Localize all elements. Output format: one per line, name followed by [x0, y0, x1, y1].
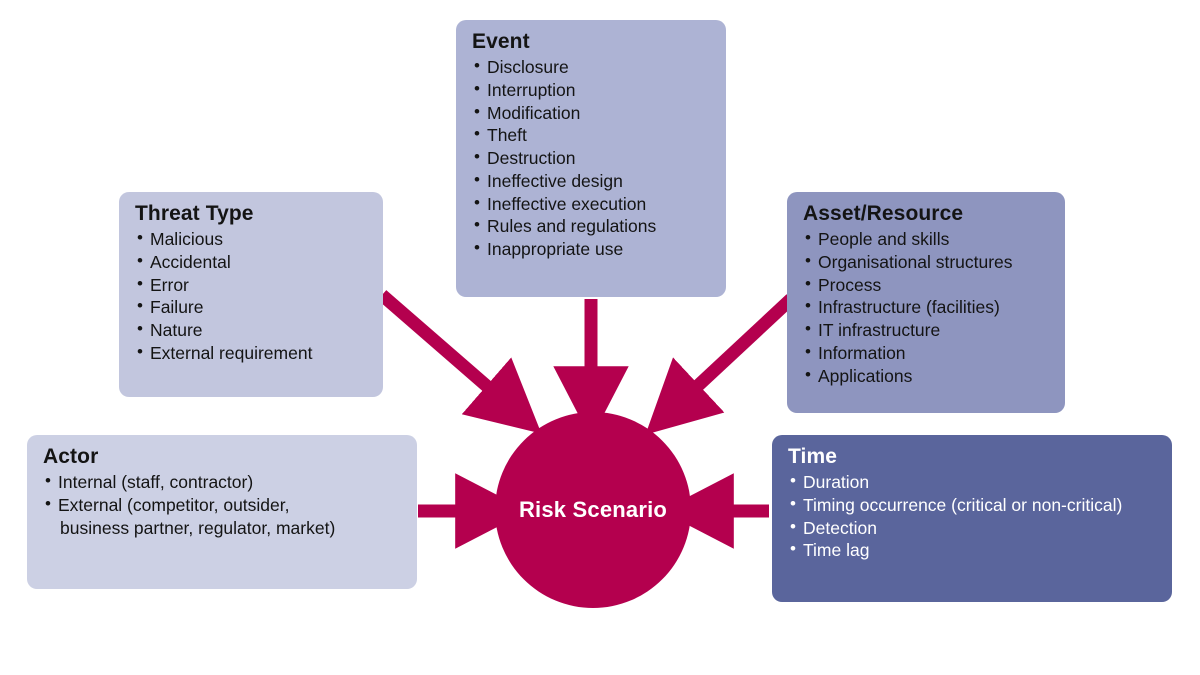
time-box-title: Time	[788, 445, 838, 468]
threat-type-box-title: Threat Type	[135, 202, 254, 225]
actor-box	[27, 435, 417, 589]
asset-resource-box	[787, 192, 1065, 413]
list-item: • Error	[135, 274, 369, 297]
list-item: • Destruction	[472, 147, 712, 170]
list-item	[43, 494, 403, 540]
actor-box-title: Actor	[43, 445, 99, 468]
risk-scenario-node	[495, 412, 691, 608]
time-box-list	[788, 471, 1158, 562]
list-item: • Modification	[472, 102, 712, 125]
asset-resource-box-list	[803, 228, 1051, 387]
list-item: • IT infrastructure	[803, 319, 1051, 342]
list-item: • People and skills	[803, 228, 1051, 251]
list-item: • Applications	[803, 365, 1051, 388]
list-item: • Process	[803, 274, 1051, 297]
time-box	[772, 435, 1172, 602]
list-item: • Detection	[788, 517, 1158, 540]
event-box-title: Event	[472, 30, 530, 53]
list-item: • Accidental	[135, 251, 369, 274]
actor-external-line2: business partner, regulator, market)	[60, 517, 336, 538]
list-item: • Ineffective execution	[472, 193, 712, 216]
arrow-threat-to-risk	[382, 295, 512, 408]
actor-external-line1: External (competitor, outsider,	[58, 494, 290, 515]
threat-type-box	[119, 192, 383, 397]
list-item: • Interruption	[472, 79, 712, 102]
list-item: • Time lag	[788, 539, 1158, 562]
list-item: • Nature	[135, 319, 369, 342]
actor-box-list	[43, 471, 403, 539]
list-item: • Malicious	[135, 228, 369, 251]
list-item: • Ineffective design	[472, 170, 712, 193]
list-item: • Disclosure	[472, 56, 712, 79]
risk-scenario-label: Risk Scenario	[518, 497, 668, 522]
list-item: • Rules and regulations	[472, 215, 712, 238]
list-item: • Internal (staff, contractor)	[43, 471, 403, 494]
asset-resource-box-title: Asset/Resource	[803, 202, 964, 225]
list-item: • Theft	[472, 124, 712, 147]
list-item: • External requirement	[135, 342, 369, 365]
list-item: • Failure	[135, 296, 369, 319]
event-box-list	[472, 56, 712, 261]
list-item: • Information	[803, 342, 1051, 365]
list-item: • Duration	[788, 471, 1158, 494]
event-box	[456, 20, 726, 297]
list-item: • Organisational structures	[803, 251, 1051, 274]
list-item: • Infrastructure (facilities)	[803, 296, 1051, 319]
arrow-asset-to-risk	[674, 299, 791, 408]
list-item: • Timing occurrence (critical or non-critical)	[788, 494, 1158, 517]
list-item: • Inappropriate use	[472, 238, 712, 261]
threat-type-box-list	[135, 228, 369, 365]
